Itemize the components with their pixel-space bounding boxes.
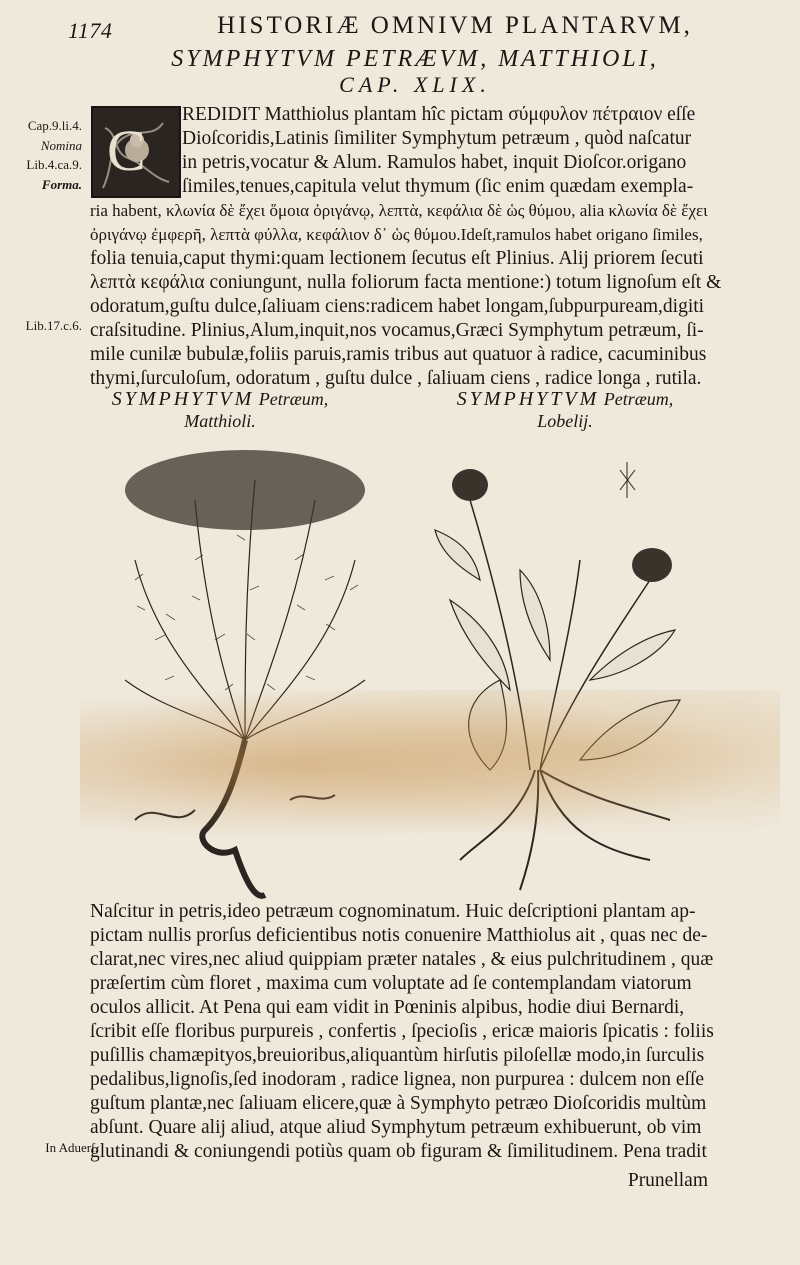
plant-illustration-lobelij (420, 440, 710, 900)
text-line: clarat,nec vires,nec aliud quippiam præter natales , & eius pulchritudinem , quæ (90, 949, 714, 970)
text-line: thymi,ſurculoſum, odoratum , guſtu dulce , ſaliuam ciens , radice longa , rutila. (90, 368, 702, 389)
catchword: Prunellam (627, 1170, 708, 1191)
text-line: guſtum plantæ,nec ſaliuam elicere,quæ à Symphyto petræo Dioſcoridis multùm (90, 1093, 707, 1114)
text-line: λεπτὰ κεφάλια coniungunt, nulla foliorum facta mentione:) totum lignoſum eſt & (90, 272, 722, 293)
sidenote-reference: Cap.9.li.4. (27, 118, 82, 133)
text-line: in petris,vocatur & Alum. Ramulos habet, inquit Dioſcor.origano (182, 152, 687, 173)
caption-genus: SYMPHYTVM (111, 388, 255, 410)
decorated-initial-icon (93, 108, 179, 196)
text-line: ſcribit eſſe floribus purpureis , confertis , ſpecioſis , ericæ maioris ſpicatis : foliis (90, 1021, 714, 1042)
plant-illustration-matthioli (95, 440, 395, 900)
paragraph-main (90, 900, 714, 1164)
text-line: folia tenuia,caput thymi:quam lectionem ſecutus eſt Plinius. Alij priorem ſecuti (90, 248, 704, 269)
sidenote-nomina: Nomina (40, 138, 82, 153)
text-line: ſimiles,tenues,capitula velut thymum (ſic enim quædam exempla- (182, 176, 694, 197)
text-line: ria habent, κλωνία δὲ ἔχει ὅμοια ὀριγάνῳ, λεπτὰ, κεφάλια δὲ ὡς θύμου, alia κλωνία δὲ ἔχει (90, 201, 708, 220)
text-line: pictam nullis prorſus deficientibus notis conuenire Matthiolus ait , quas nec de- (90, 925, 708, 946)
caption-species: Petræum, (258, 389, 329, 409)
text-line: ὀριγάνῳ ἐμφερῆ, λεπτὰ φύλλα, κεφάλιον δ᾽ ὡς θύμου.Ideſt,ramulos habet origano ſimiles, (90, 225, 703, 244)
text-line: Dioſcoridis,Latinis ſimiliter Symphytum petræum , quòd naſcatur (182, 128, 692, 149)
caption-genus: SYMPHYTVM (456, 388, 600, 410)
text-line: glutinandi & coniungendi potiùs quam ob figuram & ſimilitudinem. Pena tradit (90, 1141, 707, 1162)
page-number: 1174 (68, 18, 113, 43)
text-line: pedalibus,lignoſis,ſed inodoram , radice lignea, non purpurea : dulcem non eſſe (90, 1069, 705, 1090)
sidenote-reference: In Aduerſ. (45, 1140, 98, 1155)
text-line: abſunt. Quare alij aliud, atque aliud Symphytum petræum exhibuerunt, ob vim (90, 1117, 702, 1138)
paragraph-intro (182, 103, 710, 199)
caption-author: Lobelij. (537, 411, 593, 431)
decorated-initial (91, 106, 181, 198)
chapter-number: CAP. XLIX. (339, 72, 491, 97)
text-line: mile cunilæ bubulæ,foliis paruis,ramis tribus aut quatuor à radice, cacuminibus (90, 344, 707, 365)
figure-caption-left (95, 388, 345, 432)
text-line: puſillis chamæpityos,breuioribus,aliquantùm hirſutis piloſellæ modo,in ſurculis (90, 1045, 705, 1066)
sidenote-reference: Lib.17.c.6. (25, 318, 82, 333)
paragraph-intro-continued (90, 199, 722, 391)
caption-species: Petræum, (603, 389, 674, 409)
text-line: præſertim cùm floret , maxima cum voluptate ad ſe contemplandam viatorum (90, 973, 692, 994)
sidenote-reference: Lib.4.ca.9. (26, 157, 82, 172)
text-line: Naſcitur in petris,ideo petræum cognominatum. Huic deſcriptioni plantam ap- (90, 901, 696, 922)
chapter-title: SYMPHYTVM PETRÆVM, MATTHIOLI, (171, 46, 659, 72)
sidenote-forma: Forma. (41, 177, 82, 192)
running-title: HISTORIÆ OMNIVM PLANTARVM, (217, 12, 693, 39)
svg-text:C: C (107, 118, 146, 183)
text-line: craſsitudine. Plinius,Alum,inquit,nos vocamus,Græci Symphytum petræum, ſi- (90, 320, 704, 341)
text-line: REDIDIT Matthiolus plantam hîc pictam σύμφυλον πέτραιον eſſe (182, 104, 696, 125)
figure-caption-right (430, 388, 700, 432)
text-line: odoratum,guſtu dulce,ſaliuam ciens:radicem habet longam,ſubpurpuream,digiti (90, 296, 705, 317)
text-line: oculos allicit. At Pena qui eam vidit in Pœninis alpibus, hodie diui Bernardi, (90, 997, 685, 1018)
caption-author: Matthioli. (184, 411, 256, 431)
